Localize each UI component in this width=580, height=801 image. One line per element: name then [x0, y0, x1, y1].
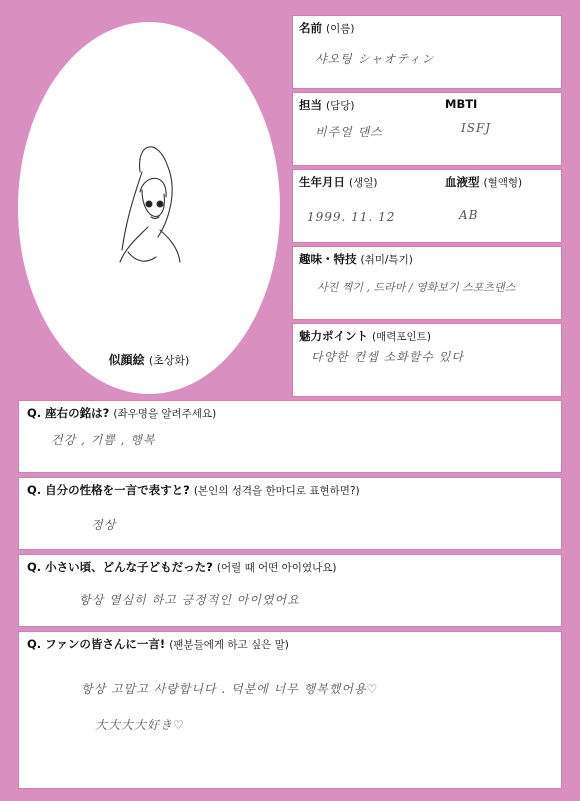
- blood-label-ja: 血液型: [445, 175, 480, 189]
- portrait-label: 似顔絵: [108, 353, 145, 367]
- question-label-ko: (팬분들에게 하고 싶은 말): [169, 639, 289, 651]
- mbti-label: MBTI: [445, 97, 478, 111]
- question-panel-childhood: [18, 554, 562, 627]
- question-label: [27, 482, 360, 498]
- birthday-panel: [292, 169, 562, 243]
- charm-label-ja: 魅力ポイント: [299, 329, 368, 343]
- question-label-ja: Q. 小さい頃、どんな子どもだった?: [27, 560, 213, 574]
- birthday-label-ko: (생일): [349, 177, 378, 189]
- question-label-ko: (좌우명을 알려주세요): [113, 408, 217, 420]
- team-label-ja: 担当: [299, 98, 322, 112]
- question-label-ja: Q. 自分の性格を一言で表すと?: [27, 483, 190, 497]
- charm-value: 다양한 컨셉 소화할수 있다: [311, 350, 464, 364]
- answer-text: 정상: [91, 518, 117, 532]
- hobby-label-ko: (취미/특기): [360, 254, 413, 266]
- name-label-ko: (이름): [326, 23, 355, 35]
- question-label-ja: Q. 座右の銘は?: [27, 406, 110, 420]
- answer-text-2: 大大大大好き♡: [95, 718, 185, 732]
- name-label-ja: 名前: [299, 21, 322, 35]
- mbti-value: ISFJ: [461, 121, 492, 135]
- birthday-label: [299, 174, 378, 190]
- blood-label-ko: (혈액형): [483, 177, 523, 189]
- blood-label: [445, 174, 522, 190]
- hobby-label-ja: 趣味・特技: [299, 252, 357, 266]
- question-label-ko: (본인의 성격을 한마디로 표현하면?): [193, 485, 360, 497]
- answer-text: 항상 고맙고 사랑합니다 . 덕분에 너무 행복했어용♡: [81, 682, 379, 696]
- question-panel-personality: [18, 477, 562, 550]
- question-label: [27, 405, 216, 421]
- team-label-ko: (담당): [326, 100, 355, 112]
- portrait-caption: [0, 351, 298, 368]
- name-value: 샤오팅 シャオティン: [315, 52, 435, 66]
- answer-text: 건강 , 기쁨 , 행복: [51, 433, 156, 447]
- charm-label: [299, 328, 431, 344]
- question-label-ko: (어릴 때 어떤 아이였나요): [216, 562, 337, 574]
- hobby-panel: [292, 246, 562, 320]
- portrait-label-ko: (초상화): [148, 354, 190, 367]
- name-label: [299, 20, 355, 36]
- hobby-label: [299, 251, 413, 267]
- team-label: [299, 97, 355, 113]
- charm-label-ko: (매력포인트): [372, 331, 431, 343]
- name-panel: [292, 15, 562, 89]
- portrait-frame: [18, 22, 280, 394]
- question-label: [27, 636, 289, 652]
- portrait-drawing: [18, 22, 280, 394]
- birthday-value: 1999. 11. 12: [307, 210, 396, 224]
- answer-text: 항상 열심히 하고 긍정적인 아이였어요: [79, 593, 300, 607]
- question-panel-fans: [18, 631, 562, 789]
- question-label-ja: Q. ファンの皆さんに一言!: [27, 637, 166, 651]
- team-panel: [292, 92, 562, 166]
- birthday-label-ja: 生年月日: [299, 175, 345, 189]
- blood-value: AB: [459, 208, 479, 222]
- hobby-value: 사진 찍기 , 드라마 / 영화보기 스포츠댄스: [317, 281, 516, 294]
- charm-panel: [292, 323, 562, 397]
- question-panel-motto: [18, 400, 562, 473]
- question-label: [27, 559, 336, 575]
- team-value: 비주얼 댄스: [315, 125, 383, 139]
